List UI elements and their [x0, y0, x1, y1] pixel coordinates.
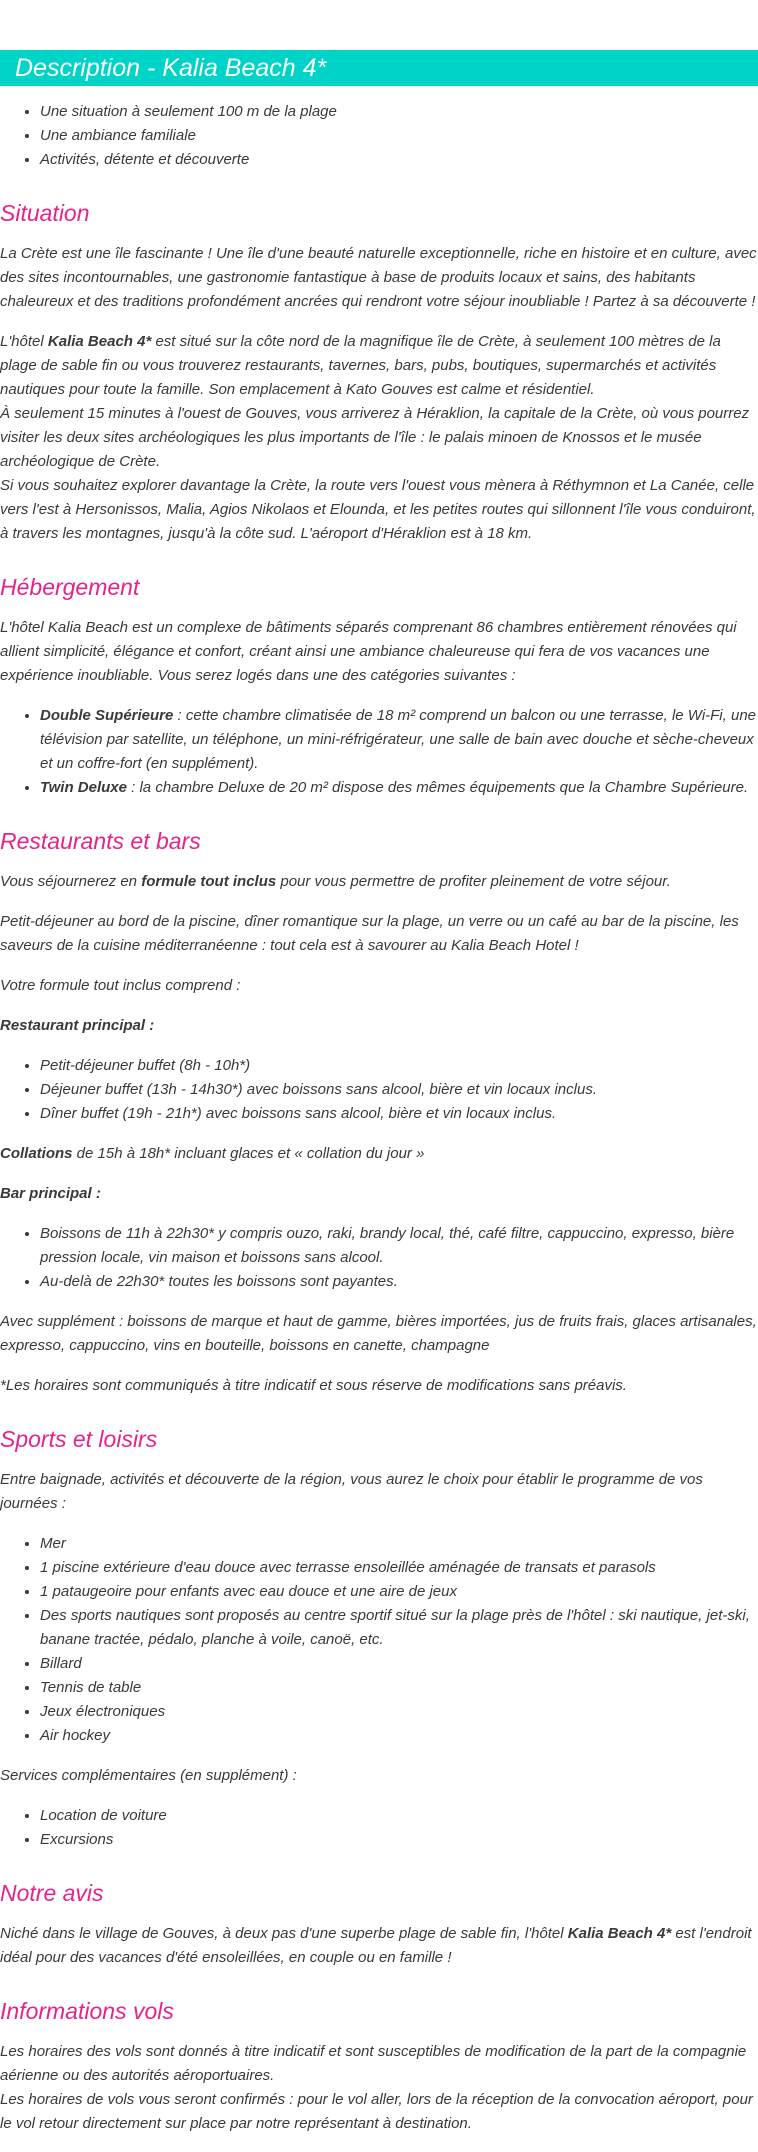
text: Vous séjournerez en — [0, 873, 142, 890]
supplement-paragraph: Avec supplément : boissons de marque et haut de gamme, bières importées, jus de fruits frais, glaces artisanales, expresso, cappuccino, vins en bouteille, boissons en canette, champagne — [0, 1313, 757, 1354]
description-banner — [0, 50, 758, 86]
services-list — [0, 1804, 758, 1852]
sports-list — [0, 1532, 758, 1748]
bar-label — [0, 1182, 758, 1206]
list-item: • Mer — [40, 1532, 758, 1556]
list-item: • Dîner buffet (19h - 21h*) avec boissons sans alcool, bière et vin locaux inclus. — [40, 1102, 758, 1126]
section-heading-sports: Sports et loisirs — [0, 1426, 158, 1452]
text: est situé sur la côte nord de la magnifique île de Crète, à seulement 100 mètres de la plage de sable fin ou vous trouverez restaurants, tavernes, bars, pubs, boutiques, supermarchés et activités nautiques pour toute la famille. Son emplacement à Kato Gouves est calme et résidentiel. — [0, 333, 721, 398]
bar-list — [0, 1222, 758, 1294]
list-item: • Activités, détente et découverte — [40, 148, 758, 172]
list-item: • 1 piscine extérieure d'eau douce avec terrasse ensoleillée aménagée de transats et parasols — [40, 1556, 758, 1580]
section-heading-vols: Informations vols — [0, 1998, 174, 2024]
main-restaurant-label — [0, 1014, 758, 1038]
snacks-label: Collations — [0, 1145, 73, 1162]
section-heading-restaurants: Restaurants et bars — [0, 828, 201, 854]
list-item: • 1 pataugeoire pour enfants avec eau douce et une aire de jeux — [40, 1580, 758, 1604]
hours-note: *Les horaires sont communiqués à titre indicatif et sous réserve de modifications sans préavis. — [0, 1377, 627, 1394]
list-item — [40, 704, 758, 776]
hebergement-intro: L'hôtel Kalia Beach est un complexe de bâtiments séparés comprenant 86 chambres entièrement rénovées qui allient simplicité, élégance et confort, créant ainsi une ambiance chaleureuse qui fera de vos vacances une expérience inoubliable. Vous serez logés dans une des catégories suivantes : — [0, 619, 737, 684]
hotel-name: Kalia Beach 4* — [567, 1925, 672, 1942]
list-item: • Des sports nautiques sont proposés au centre sportif situé sur la plage près de l'hôtel : ski nautique, jet-ski, banane tractée, pédalo, planche à voile, canoë, etc. — [40, 1604, 758, 1652]
list-item: • Tennis de table — [40, 1676, 758, 1700]
text: de 15h à 18h* incluant glaces et « collation du jour » — [72, 1145, 425, 1162]
section-heading-situation: Situation — [0, 200, 90, 226]
room-name: Double Supérieure — [40, 707, 174, 724]
snacks-paragraph — [0, 1142, 758, 1166]
text: L'hôtel — [0, 333, 48, 350]
list-item: • Au-delà de 22h30* toutes les boissons sont payantes. — [40, 1270, 758, 1294]
highlights-list — [0, 100, 758, 172]
text: est l'endroit idéal pour des vacances d'été ensoleillées, en couple ou en famille ! — [0, 1925, 752, 1966]
content — [0, 100, 758, 2152]
list-item: • Excursions — [40, 1828, 758, 1852]
list-item: • Air hockey — [40, 1724, 758, 1748]
text: pour vous permettre de profiter pleinement de votre séjour. — [276, 873, 671, 890]
formula-name: formule tout inclus — [141, 873, 277, 890]
list-item — [40, 776, 758, 800]
restaurants-paragraph — [0, 870, 758, 894]
hotel-name: Kalia Beach 4* — [47, 333, 152, 350]
meals-list — [0, 1054, 758, 1126]
section-heading-hebergement: Hébergement — [0, 574, 140, 600]
list-item: • Boissons de 11h à 22h30* y compris ouzo, raki, brandy local, thé, café filtre, cappuccino, expresso, bière pression locale, vin maison et boissons sans alcool. — [40, 1222, 758, 1270]
situation-paragraph: À seulement 15 minutes à l'ouest de Gouves, vous arriverez à Héraklion, la capitale de la Crète, où vous pourrez visiter les deux sites archéologiques les plus importants de l'île : le palais minoen de Knossos et le musée archéologique de Crète. — [0, 405, 750, 470]
text: Niché dans le village de Gouves, à deux pas d'une superbe plage de sable fin, l'hôtel — [0, 1925, 568, 1942]
avis-paragraph — [0, 1922, 758, 1970]
room-desc: : cette chambre climatisée de 18 m² comprend un balcon ou une terrasse, le Wi-Fi, une télévision par satellite, un téléphone, un mini-réfrigérateur, une salle de bain avec douche et sèche-cheveux et un coffre-fort (en supplément). — [40, 707, 757, 772]
list-item: • Billard — [40, 1652, 758, 1676]
situation-paragraph: La Crète est une île fascinante ! Une île d'une beauté naturelle exceptionnelle, riche en histoire et en culture, avec des sites incontournables, une gastronomie fantastique à base de produits locaux et sains, des habitants chaleureux et des traditions profondément ancrées qui rendront votre séjour inoubliable ! Partez à sa découverte ! — [0, 245, 757, 310]
list-item: • Location de voiture — [40, 1804, 758, 1828]
label: Bar principal : — [0, 1185, 101, 1202]
list-item: • Jeux électroniques — [40, 1700, 758, 1724]
vols-paragraph: Les horaires de vols vous seront confirmés : pour le vol aller, lors de la réception de la convocation aéroport, pour le vol retour directement sur place par notre représentant à destination. — [0, 2091, 753, 2132]
label: Restaurant principal : — [0, 1017, 155, 1034]
situation-paragraph — [0, 330, 758, 402]
banner-title: Description - Kalia Beach 4* — [15, 54, 327, 82]
situation-paragraph: Si vous souhaitez explorer davantage la Crète, la route vers l'ouest vous mènera à Réthymnon et La Canée, celle vers l'est à Hersonissos, Malia, Agios Nikolaos et Elounda, et les petites routes qui sillonnent l'île vous conduiront, à travers les montagnes, jusqu'à la côte sud. L'aéroport d'Héraklion est à 18 km. — [0, 477, 756, 542]
sports-intro: Entre baignade, activités et découverte de la région, vous aurez le choix pour établir le programme de vos journées : — [0, 1471, 703, 1512]
section-heading-avis: Notre avis — [0, 1880, 104, 1906]
list-item: • Une situation à seulement 100 m de la plage — [40, 100, 758, 124]
restaurants-paragraph: Votre formule tout inclus comprend : — [0, 977, 241, 994]
list-item: • Petit-déjeuner buffet (8h - 10h*) — [40, 1054, 758, 1078]
room-desc: : la chambre Deluxe de 20 m² dispose des mêmes équipements que la Chambre Supérieure. — [126, 779, 749, 796]
services-label: Services complémentaires (en supplément) : — [0, 1767, 297, 1784]
list-item: • Déjeuner buffet (13h - 14h30*) avec boissons sans alcool, bière et vin locaux inclus. — [40, 1078, 758, 1102]
list-item: • Une ambiance familiale — [40, 124, 758, 148]
restaurants-paragraph: Petit-déjeuner au bord de la piscine, dîner romantique sur la plage, un verre ou un café au bar de la piscine, les saveurs de la cuisine méditerranéenne : tout cela est à savourer au Kalia Beach Hotel ! — [0, 913, 739, 954]
rooms-list — [0, 704, 758, 800]
room-name: Twin Deluxe — [40, 779, 127, 796]
vols-paragraph: Les horaires des vols sont donnés à titre indicatif et sont susceptibles de modification de la part de la compagnie aérienne ou des autorités aéroportuaires. — [0, 2043, 747, 2084]
